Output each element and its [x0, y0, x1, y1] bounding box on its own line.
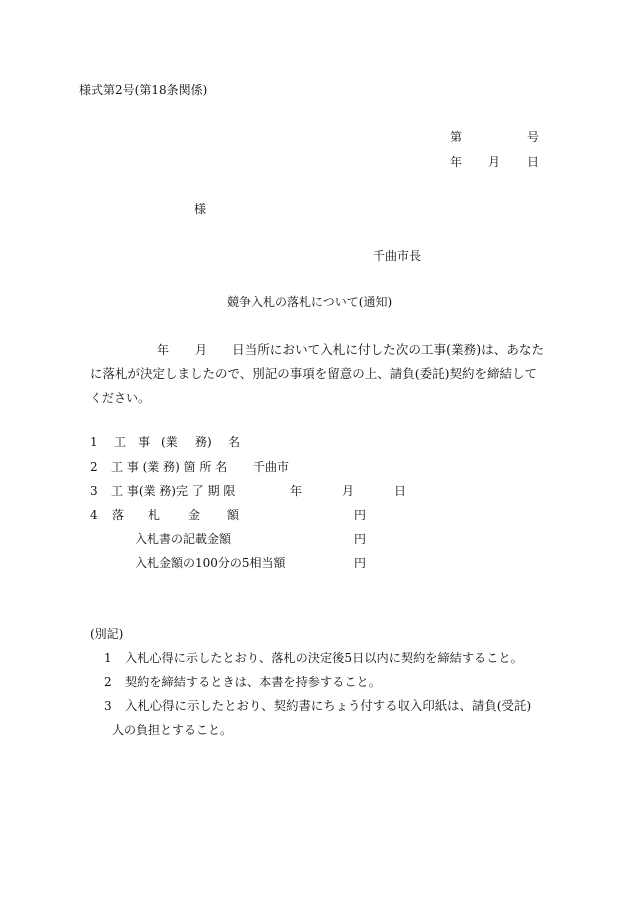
doc-number-prefix: 第 [450, 130, 463, 144]
document-title: 競争入札の落札について(通知) [227, 295, 393, 309]
date-day: 日 [527, 155, 540, 169]
addressee-suffix: 様 [194, 202, 207, 216]
deadline-year: 年 [290, 484, 303, 498]
amount-unit: 円 [354, 508, 367, 522]
body-line-1: 日当所において入札に付した次の工事(業務)は、あなた [232, 342, 545, 357]
item-number: 3 [90, 484, 98, 498]
item-label-char: 札 [148, 508, 161, 522]
amount-unit: 円 [354, 532, 367, 546]
remark-text: 入札心得に示したとおり、契約書にちょう付する収入印紙は、請負(受託) [125, 698, 532, 713]
doc-number-suffix: 号 [527, 130, 540, 144]
date-month: 月 [488, 155, 501, 169]
item-label: 工 事 (業 務) 箇 所 名 [111, 460, 228, 474]
deadline-month: 月 [342, 484, 355, 498]
item-label-char: 工 [114, 435, 127, 449]
item-value: 千曲市 [253, 460, 290, 474]
body-year: 年 [157, 343, 170, 357]
item-number: 2 [90, 460, 98, 474]
item-number: 4 [90, 508, 98, 522]
item-label: 入札金額の100分の5相当額 [135, 556, 286, 570]
item-label: 工 事(業 務)完 了 期 限 [111, 484, 236, 498]
item-label: 入札書の記載金額 [135, 532, 232, 546]
body-line-3: ください。 [90, 391, 151, 405]
body-line-2: に落札が決定しましたので、別記の事項を留意の上、請負(委託)契約を締結して [90, 366, 538, 381]
form-id: 様式第2号(第18条関係) [79, 83, 208, 97]
remark-number: 3 [104, 699, 112, 713]
deadline-day: 日 [394, 484, 407, 498]
remark-number: 2 [104, 675, 112, 689]
sender-title: 千曲市長 [373, 249, 422, 263]
body-month: 月 [195, 343, 208, 357]
remark-text-continued: 人の負担とすること。 [112, 723, 233, 737]
remarks-heading: (別記) [90, 627, 124, 641]
item-label-char: 務) [195, 435, 212, 449]
remark-text: 契約を締結するときは、本書を持参すること。 [125, 675, 381, 689]
item-label-char: 落 [112, 508, 125, 522]
remark-text: 入札心得に示したとおり、落札の決定後5日以内に契約を締結すること。 [125, 651, 523, 665]
date-year: 年 [450, 155, 463, 169]
amount-unit: 円 [354, 556, 367, 570]
item-label-char: 名 [228, 435, 241, 449]
item-label-char: 金 [188, 508, 201, 522]
item-label-char: 額 [227, 508, 240, 522]
item-label-char: 事 [138, 435, 151, 449]
remark-number: 1 [104, 651, 112, 665]
item-number: 1 [90, 435, 98, 449]
item-label-char: (業 [161, 435, 178, 449]
